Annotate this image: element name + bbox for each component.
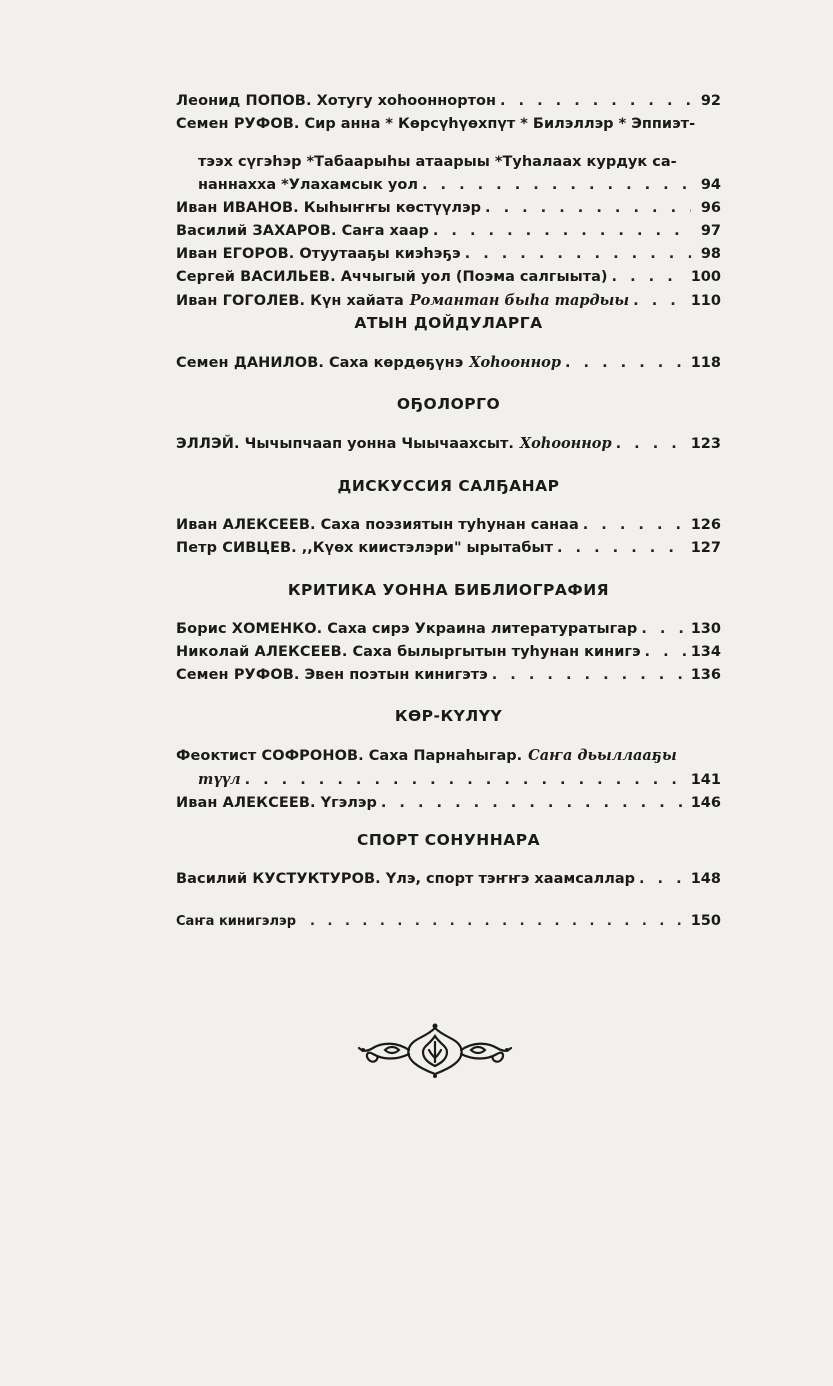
entry-title: Саҥа кинигэлэр (176, 914, 297, 929)
entry-author: Леонид ПОПОВ. (176, 93, 312, 109)
entry-title: Саха сирэ Украина литературатыгар (327, 621, 638, 637)
toc-entry[interactable] (176, 768, 721, 792)
entry-title: Кыhыҥҥы көстүүлэр (303, 200, 482, 216)
entry-page: 118 (690, 355, 721, 371)
entry-title: Саха поэзиятын туhунан санаа (320, 517, 579, 533)
dot-leader (381, 792, 687, 815)
toc-entry[interactable] (176, 174, 721, 197)
toc-entry[interactable] (176, 792, 721, 815)
dot-leader (422, 174, 691, 197)
dot-leader (492, 664, 687, 687)
dot-leader (633, 290, 687, 313)
entry-author: Николай АЛЕКСЕЕВ. (176, 644, 348, 660)
entry-title: Үгэлэр (320, 795, 377, 811)
entry-page: 92 (700, 93, 721, 109)
toc-entry[interactable] (176, 289, 721, 313)
dot-leader (641, 618, 686, 641)
toc-entry[interactable] (176, 113, 721, 136)
entry-author: Петр СИВЦЕВ. (176, 540, 297, 556)
entry-title: Саха Парнаhыгар. (368, 748, 523, 764)
entry-italic: Хоhооннор (519, 435, 612, 452)
entry-page: 136 (690, 667, 721, 683)
entry-italic: Хоhооннор (469, 354, 561, 371)
entry-page: 141 (690, 772, 721, 788)
entry-page: 94 (700, 177, 721, 193)
entry-title: Күн хайата (310, 293, 404, 309)
entry-author: Феоктист СОФРОНОВ. (176, 748, 364, 764)
entry-author: Василий ЗАХАРОВ. (176, 223, 337, 239)
entry-page: 98 (700, 246, 721, 262)
entry-title: Аччыгый уол (Поэма салгыыта) (340, 269, 608, 285)
toc-entry[interactable] (176, 351, 721, 375)
entry-title: Саҥа хаар (341, 223, 429, 239)
toc-entry[interactable] (176, 744, 721, 768)
entry-author: ЭЛЛЭЙ. (176, 436, 240, 452)
toc-entry[interactable] (176, 432, 721, 456)
entry-title: Саха көрдөҕүнэ (328, 355, 464, 371)
dot-leader (616, 433, 687, 456)
entry-author: Василий КУСТУКТУРОВ. (176, 871, 381, 887)
toc-entry[interactable] (176, 197, 721, 220)
section-heading: СПОРТ СОНУННАРА (356, 831, 541, 849)
toc-final-block (176, 910, 721, 933)
entry-author: Семен РУФОВ. (176, 667, 300, 683)
toc-section (176, 704, 721, 815)
entry-title: Хотугу хоhооннортон (316, 93, 496, 109)
entry-page: 100 (690, 269, 721, 285)
dot-leader (612, 266, 687, 289)
dot-leader (485, 197, 691, 220)
entry-continuation: наннахха *Улахамсык уол (198, 177, 418, 193)
dot-leader (500, 90, 691, 113)
toc-entry[interactable] (176, 618, 721, 641)
entry-title: Саха былыргытын туhунан кинигэ (352, 644, 641, 660)
entry-page: 130 (690, 621, 721, 637)
entry-title: Отуутааҕы киэhэҕэ (299, 246, 461, 262)
entry-page: 134 (690, 644, 721, 660)
entry-author: Сергей ВАСИЛЬЕВ. (176, 269, 336, 285)
entry-author: Борис ХОМЕНКО. (176, 621, 323, 637)
decorative-ornament-icon (355, 1020, 515, 1080)
entry-continuation: тээх сүгэhэр *Табаарыhы атаарыы *Туhалаах курдук са- (198, 154, 677, 170)
section-heading: КӨР-КҮЛҮҮ (394, 707, 503, 725)
entry-author: Семен РУФОВ. (176, 116, 300, 132)
entry-title: Эвен поэтын кинигэтэ (304, 667, 488, 683)
section-heading: ОҔОЛОРГО (396, 395, 501, 413)
section-heading: АТЫН ДОЙДУЛАРГА (354, 314, 543, 332)
toc-section (176, 311, 721, 375)
dot-leader (433, 220, 691, 243)
dot-leader (557, 537, 687, 560)
dot-leader (565, 352, 687, 375)
entry-italic: түүл (198, 771, 241, 788)
dot-leader (583, 514, 687, 537)
entry-page: 150 (690, 913, 721, 929)
entry-page: 127 (690, 540, 721, 556)
entry-author: Иван ГОГОЛЕВ. (176, 293, 306, 309)
entry-author: Иван АЛЕКСЕЕВ. (176, 795, 316, 811)
toc-section (176, 578, 721, 687)
section-heading: КРИТИКА УОННА БИБЛИОГРАФИЯ (287, 581, 610, 599)
toc-entry[interactable] (176, 266, 721, 289)
toc-entry[interactable] (176, 641, 721, 664)
toc-section (176, 474, 721, 560)
toc-entry[interactable] (176, 90, 721, 113)
entry-title: Сир анна * Көрсүhүөхпүт * Билэллэр * Эппиэт- (304, 116, 696, 132)
section-heading: ДИСКУССИЯ САЛҔАНАР (337, 477, 560, 495)
entry-author: Иван ЕГОРОВ. (176, 246, 295, 262)
entry-italic: Романтан быhа тардыы (409, 292, 630, 309)
toc-entry[interactable] (176, 220, 721, 243)
entry-page: 126 (690, 517, 721, 533)
entry-page: 148 (690, 871, 721, 887)
dot-leader (245, 769, 687, 792)
dot-leader (310, 910, 687, 933)
entry-page: 110 (690, 293, 721, 309)
toc-entry[interactable] (176, 537, 721, 560)
toc-entry[interactable] (176, 910, 721, 933)
toc-entry[interactable] (176, 243, 721, 266)
toc-section (176, 828, 721, 891)
entry-author: Иван АЛЕКСЕЕВ. (176, 517, 316, 533)
entry-author: Иван ИВАНОВ. (176, 200, 299, 216)
dot-leader (645, 641, 687, 664)
entry-title: Үлэ, спорт тэҥҥэ хаамсаллар (385, 871, 635, 887)
entry-title: ,,Күөх киистэлэри" ырытабыт (301, 540, 553, 556)
toc-section (176, 392, 721, 456)
entry-title: Чычыпчаап уонна Чыычаахсыт. (244, 436, 514, 452)
entry-page: 123 (690, 436, 721, 452)
toc-entry[interactable] (176, 868, 721, 891)
entry-author: Семен ДАНИЛОВ. (176, 355, 324, 371)
toc-entry[interactable] (176, 664, 721, 687)
dot-leader (639, 868, 687, 891)
entry-page: 97 (700, 223, 721, 239)
toc-top-block (176, 90, 721, 313)
entry-page: 96 (700, 200, 721, 216)
entry-page: 146 (690, 795, 721, 811)
toc-entry[interactable] (176, 514, 721, 537)
dot-leader (465, 243, 691, 266)
entry-italic: Саҥа дьыллааҕы (528, 747, 677, 764)
